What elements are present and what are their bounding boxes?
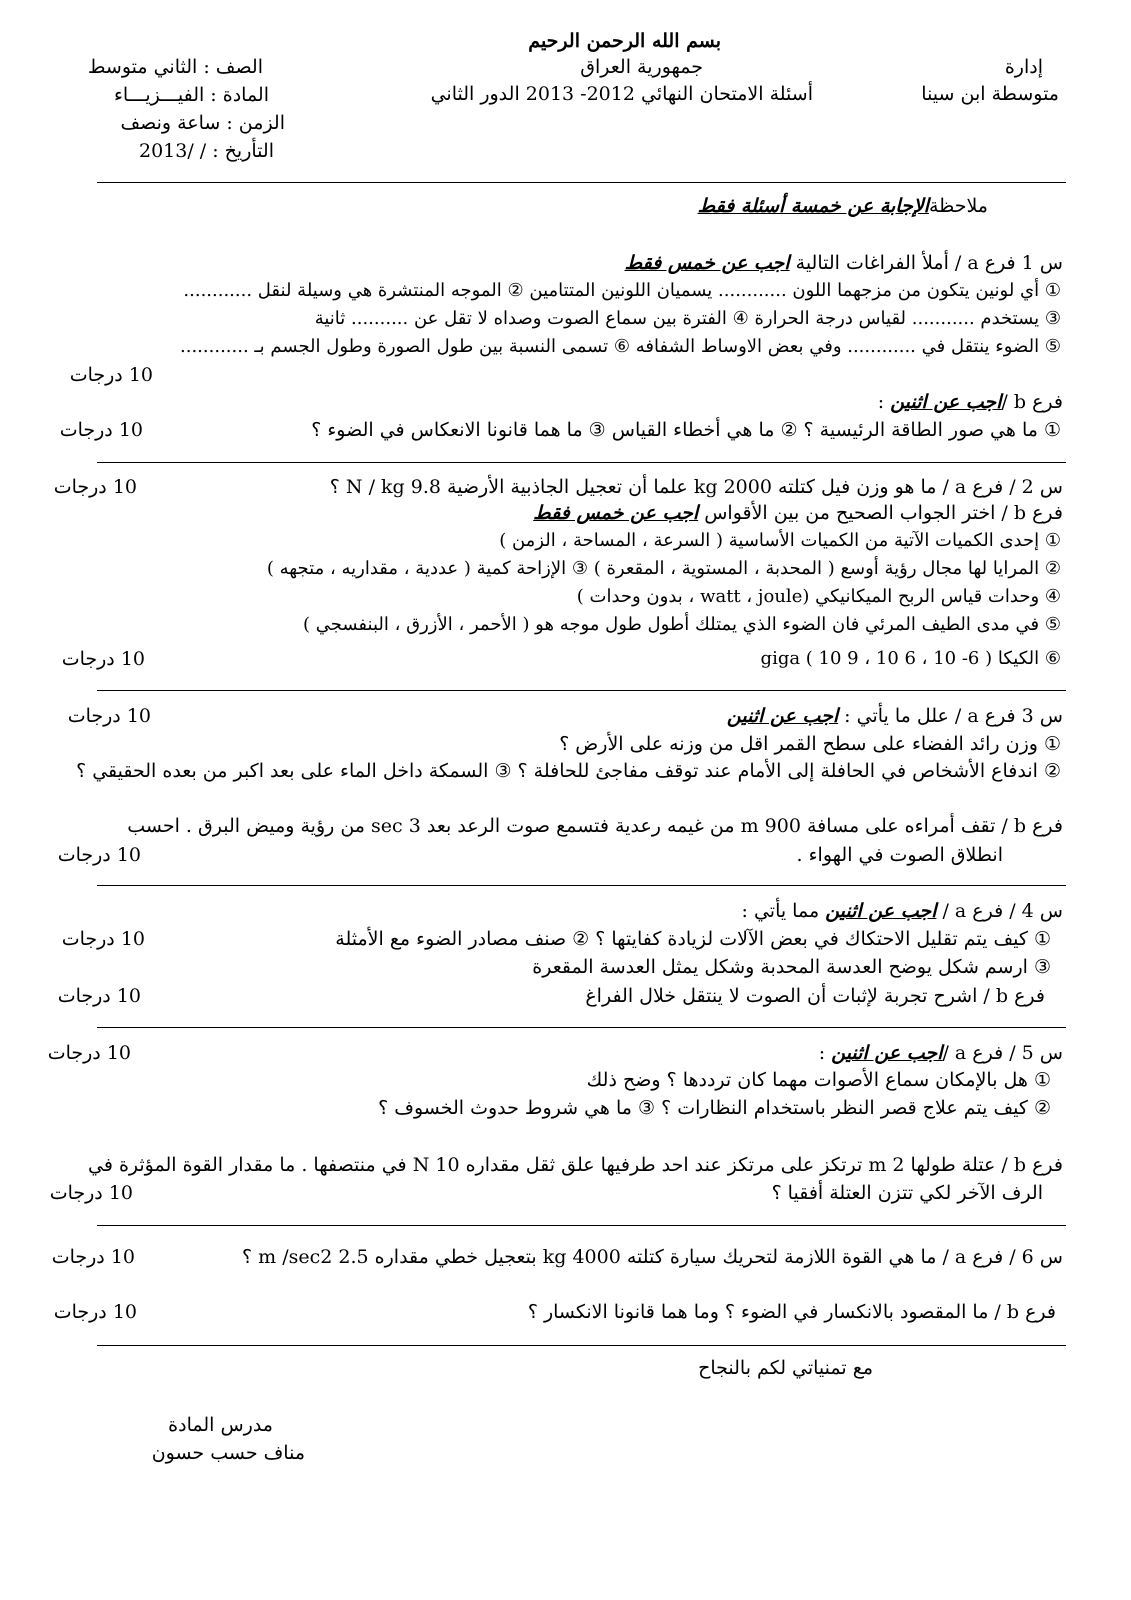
divider — [97, 1345, 1066, 1346]
date: التأريخ : / /2013 — [138, 140, 274, 162]
basmala: بسم الله الرحمن الرحيم — [528, 30, 721, 52]
q1-a-marks: 10 درجات — [69, 364, 153, 386]
q3-b-line1: فرع b / تقف أمراءه على مسافة 900 m من غيمه رعدية فتسمع صوت الرعد بعد 3 sec من رؤية وميض البرق . احسب — [127, 815, 1063, 837]
q2-b-item4: ④ وحدات قياس الربح الميكانيكي (watt ، joule ، بدون وحدات ) — [576, 586, 1061, 607]
q4-a-marks: 10 درجات — [61, 928, 145, 950]
q2-b-item2: ② المرايا لها مجال رؤية أوسع ( المحدبة ، المستوية ، المقعرة ) ③ الإزاحة كمية ( عددية ، مقداريه ، متجهه ) — [266, 558, 1061, 579]
q1-b-marks: 10 درجات — [59, 419, 143, 441]
q1-a-heading: س 1 فرع a / أملأ الفراغات التالية اجب عن خمس فقط — [624, 252, 1063, 274]
q2-a-marks: 10 درجات — [53, 476, 137, 498]
q3-a-marks: 10 درجات — [67, 705, 151, 727]
q5-a-heading: س 5 / فرع a /اجب عن اثنين : — [818, 1042, 1063, 1064]
q4-a-line1: ① كيف يتم تقليل الاحتكاك في بعض الآلات لزيادة كفايتها ؟ ② صنف مصادر الضوء مع الأمثلة — [335, 928, 1051, 950]
note: ملاحظةالإجابة عن خمسة أسئلة فقط — [697, 195, 988, 217]
q3-b-marks: 10 درجات — [57, 844, 141, 866]
q6-a-marks: 10 درجات — [51, 1246, 135, 1268]
q1-a-line3: ⑤ الضوء ينتقل في ............ وفي بعض الاوساط الشفافه ⑥ تسمى النسبة بين طول الصورة وطول الجسم بـ ............ — [180, 336, 1061, 357]
q2-a-text: س 2 / فرع a / ما هو وزن فيل كتلته 2000 kg علما أن تعجيل الجاذبية الأرضية 9.8 N / kg ؟ — [329, 476, 1063, 498]
exam-title: أسئلة الامتحان النهائي 2012- 2013 الدور الثاني — [430, 83, 813, 105]
divider — [97, 1027, 1066, 1028]
admin-label: إدارة — [1004, 56, 1043, 78]
grade: الصف : الثاني متوسط — [87, 56, 263, 78]
divider — [97, 690, 1066, 691]
q2-b-item1: ① إحدى الكميات الآتية من الكميات الأساسية ( السرعة ، المساحة ، الزمن ) — [499, 530, 1061, 551]
teacher-name: مناف حسب حسون — [151, 1442, 305, 1464]
divider — [97, 182, 1066, 183]
country: جمهورية العراق — [580, 56, 703, 78]
q4-b-marks: 10 درجات — [57, 985, 141, 1007]
q3-a-line1: ① وزن رائد الفضاء على سطح القمر اقل من وزنه على الأرض ؟ — [559, 733, 1061, 755]
q3-b-line2: انطلاق الصوت في الهواء . — [796, 844, 1003, 866]
q3-a-heading: س 3 فرع a / علل ما يأتي : اجب عن اثنين — [726, 705, 1063, 727]
q1-b-line: ① ما هي صور الطاقة الرئيسية ؟ ② ما هي أخطاء القياس ③ ما هما قانونا الانعكاس في الضوء ؟ — [311, 419, 1061, 441]
q5-a-marks: 10 درجات — [47, 1042, 131, 1064]
q6-b-marks: 10 درجات — [53, 1301, 137, 1323]
subject: المادة : الفيـــزيـــاء — [113, 84, 269, 106]
teacher-title: مدرس المادة — [168, 1414, 273, 1436]
duration: الزمن : ساعة ونصف — [120, 112, 285, 134]
school-name: متوسطة ابن سينا — [921, 83, 1059, 105]
q2-b-item6: ⑥ الكيكا giga ( 10 9 ، 10 6 ، 10 -6 ) — [760, 648, 1061, 669]
q5-a-line1: ① هل بالإمكان سماع الأصوات مهما كان ترددها ؟ وضح ذلك — [586, 1069, 1051, 1091]
q5-b-line1: فرع b / عتلة طولها 2 m ترتكز على مرتكز عند احد طرفيها علق ثقل مقداره 10 N في منتصفها . ما مقدار القوة المؤثرة في — [87, 1154, 1063, 1176]
q4-b-line: فرع b / اشرح تجربة لإثبات أن الصوت لا ينتقل خلال الفراغ — [585, 985, 1045, 1007]
q5-a-line2: ② كيف يتم علاج قصر النظر باستخدام النظارات ؟ ③ ما هي شروط حدوث الخسوف ؟ — [378, 1097, 1051, 1119]
q2-b-marks: 10 درجات — [61, 648, 145, 670]
q6-b-text: فرع b / ما المقصود بالانكسار في الضوء ؟ وما هما قانونا الانكسار ؟ — [527, 1301, 1056, 1323]
divider — [97, 1225, 1066, 1226]
q5-b-line2: الرف الآخر لكي تتزن العتلة أفقيا ؟ — [771, 1182, 1043, 1204]
q1-a-line2: ③ يستخدم ........... لقياس درجة الحرارة ④ الفترة بين سماع الصوت وصداه لا تقل عن .......... ثانية — [314, 308, 1061, 329]
wish: مع تمنياتي لكم بالنجاح — [698, 1357, 873, 1379]
q1-b-heading: فرع b /اجب عن اثنين : — [877, 391, 1063, 413]
divider — [97, 462, 1066, 463]
q4-a-heading: س 4 / فرع a / اجب عن اثنين مما يأتي : — [741, 900, 1063, 922]
q3-a-line2: ② اندفاع الأشخاص في الحافلة إلى الأمام عند توقف مفاجئ للحافلة ؟ ③ السمكة داخل الماء على بعد اكبر من بعده الحقيقي ؟ — [76, 760, 1061, 782]
q4-a-line3: ③ ارسم شكل يوضح العدسة المحدبة وشكل يمثل العدسة المقعرة — [532, 956, 1051, 978]
q2-b-item5: ⑤ في مدى الطيف المرئي فان الضوء الذي يمتلك أطول طول موجه هو ( الأحمر ، الأزرق ، البنفسجي ) — [302, 614, 1061, 635]
q2-b-heading: فرع b / اختر الجواب الصحيح من بين الأقواس اجب عن خمس فقط — [533, 502, 1063, 524]
q6-a-text: س 6 / فرع a / ما هي القوة اللازمة لتحريك سيارة كتلته 4000 kg بتعجيل خطي مقداره 2.5 m /sec2 ؟ — [242, 1246, 1063, 1268]
q5-b-marks: 10 درجات — [49, 1182, 133, 1204]
q1-a-line1: ① أي لونين يتكون من مزجهما اللون ............ يسميان اللونين المتتامين ② الموجه المنتشرة هي وسيلة لنقل ............ — [183, 280, 1061, 301]
divider — [97, 885, 1066, 886]
